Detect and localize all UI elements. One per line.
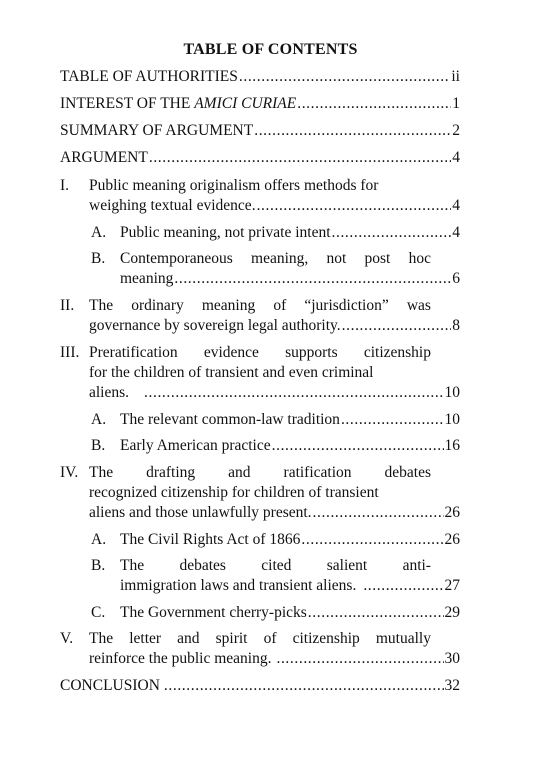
label-word: debates: [384, 464, 431, 481]
section-number: B.: [91, 250, 106, 267]
label-word: The: [89, 464, 114, 481]
dot-leader: [297, 94, 451, 114]
dot-leader: [276, 649, 443, 669]
label-word: and: [177, 630, 200, 647]
label-word: mutually: [375, 630, 431, 647]
dot-leader: [257, 196, 452, 216]
label-word: debates: [179, 557, 226, 574]
label-word: hoc: [408, 250, 431, 267]
dot-leader: [144, 383, 443, 403]
toc-page-number: 27: [444, 577, 460, 594]
page-title: TABLE OF CONTENTS: [183, 41, 358, 58]
toc-page-number: 10: [444, 384, 460, 401]
label-word: of: [273, 297, 287, 314]
toc-entry-label: The relevant common-law tradition: [120, 411, 340, 428]
label-word: drafting: [146, 464, 196, 481]
label-word: The: [89, 297, 114, 314]
toc-page-number: 29: [444, 604, 460, 621]
toc-entry-label: The Government cherry-picks: [120, 604, 307, 621]
dot-leader: [301, 530, 443, 550]
label-word: meaning,: [251, 250, 309, 267]
dot-leader: [313, 503, 444, 523]
toc-page-number: 26: [444, 504, 460, 521]
section-number: B.: [91, 557, 106, 574]
label-word: evidence: [203, 344, 259, 361]
toc-entry-label: for the children of transient and even criminal: [89, 364, 374, 381]
section-number: IV.: [60, 464, 79, 481]
label-word: The: [89, 630, 114, 647]
section-number: A.: [91, 531, 107, 548]
label-word: of: [263, 630, 277, 647]
toc-entry-label: [120, 556, 431, 576]
toc-page-number: 2: [452, 122, 460, 139]
label-word: supports: [285, 344, 338, 361]
toc-entry-label: [89, 296, 431, 316]
section-number: V.: [60, 630, 74, 647]
toc-entry-authorities[interactable]: [60, 67, 460, 87]
dot-leader: [239, 67, 451, 87]
section-number: I.: [60, 177, 70, 194]
label-word: was: [406, 297, 431, 314]
toc-entry-label: [89, 629, 431, 649]
toc-entry-label: [89, 343, 431, 363]
toc-entry-label: [60, 94, 296, 114]
dot-leader: [254, 121, 451, 141]
toc-entry-label: reinforce the public meaning.: [89, 650, 272, 667]
toc-entry-label: immigration laws and transient aliens.: [120, 577, 357, 594]
label-italic: AMICI CURIAE: [194, 95, 297, 112]
toc-entry-label: CONCLUSION: [60, 677, 160, 694]
label-word: ratification: [283, 464, 352, 481]
toc-page-number: 10: [444, 411, 460, 428]
label-word: citizenship: [363, 344, 431, 361]
label-word: salient: [326, 557, 368, 574]
toc-page-number: 16: [444, 437, 460, 454]
section-number: A.: [91, 224, 107, 241]
toc-entry-label: The Civil Rights Act of 1866: [120, 531, 301, 548]
section-number: III.: [60, 344, 80, 361]
dot-leader: [149, 148, 451, 168]
section-number: C.: [91, 604, 106, 621]
toc-page-number: 6: [452, 270, 460, 287]
label-text: INTEREST OF THE: [60, 95, 195, 112]
toc-page-number: 32: [444, 677, 460, 694]
toc-entry-label: governance by sovereign legal authority.: [89, 317, 341, 334]
label-word: not: [326, 250, 347, 267]
toc-page-number: 30: [444, 650, 460, 667]
toc-entry-label: meaning: [120, 270, 174, 287]
section-number: A.: [91, 411, 107, 428]
toc-page-number: 1: [452, 95, 460, 112]
toc-entry-label: TABLE OF AUTHORITIES: [60, 68, 238, 85]
toc-page-number: 26: [444, 531, 460, 548]
label-word: spirit: [215, 630, 248, 647]
dot-leader: [164, 676, 444, 696]
dot-leader: [332, 223, 452, 243]
toc-entry-label: Public meaning, not private intent: [120, 224, 331, 241]
label-word: citizenship: [292, 630, 360, 647]
toc-entry-label: recognized citizenship for children of transient: [89, 484, 379, 501]
dot-leader: [174, 269, 451, 289]
toc-entry-argument[interactable]: [60, 148, 460, 168]
label-word: The: [120, 557, 145, 574]
toc-entry-label: aliens.: [89, 384, 130, 401]
label-word: “jurisdiction”: [304, 297, 389, 314]
label-word: post: [364, 250, 391, 267]
label-word: letter: [129, 630, 162, 647]
toc-page-number: 4: [452, 224, 460, 241]
toc-entry-conclusion[interactable]: [60, 676, 460, 696]
toc-entry-label: [89, 463, 431, 483]
toc-entry-summary[interactable]: [60, 121, 460, 141]
dot-leader: [308, 603, 444, 623]
dot-leader: [342, 316, 452, 336]
toc-entry-label: weighing textual evidence.: [89, 197, 256, 214]
dot-leader: [363, 576, 443, 596]
toc-entry-interest[interactable]: [60, 94, 460, 114]
label-word: cited: [261, 557, 292, 574]
dot-leader: [341, 410, 444, 430]
label-word: and: [228, 464, 251, 481]
toc-entry-label: ARGUMENT: [60, 149, 148, 166]
toc-entry-label: [120, 249, 431, 269]
label-word: Preratification: [89, 344, 178, 361]
toc-entry-label: Public meaning originalism offers methods for: [89, 177, 379, 194]
dot-leader: [272, 436, 444, 456]
label-word: Contemporaneous: [120, 250, 233, 267]
label-word: ordinary: [131, 297, 184, 314]
label-word: anti-: [402, 557, 431, 574]
toc-page-number: ii: [451, 68, 460, 85]
toc-entry-label: Early American practice: [120, 437, 271, 454]
label-word: meaning: [201, 297, 256, 314]
toc-page-number: 4: [452, 149, 460, 166]
toc-entry-label: SUMMARY OF ARGUMENT: [60, 122, 254, 139]
section-number: B.: [91, 437, 106, 454]
section-number: II.: [60, 297, 75, 314]
toc-entry-label: aliens and those unlawfully present.: [89, 504, 312, 521]
toc-page-number: 8: [452, 317, 460, 334]
toc-page-number: 4: [452, 197, 460, 214]
